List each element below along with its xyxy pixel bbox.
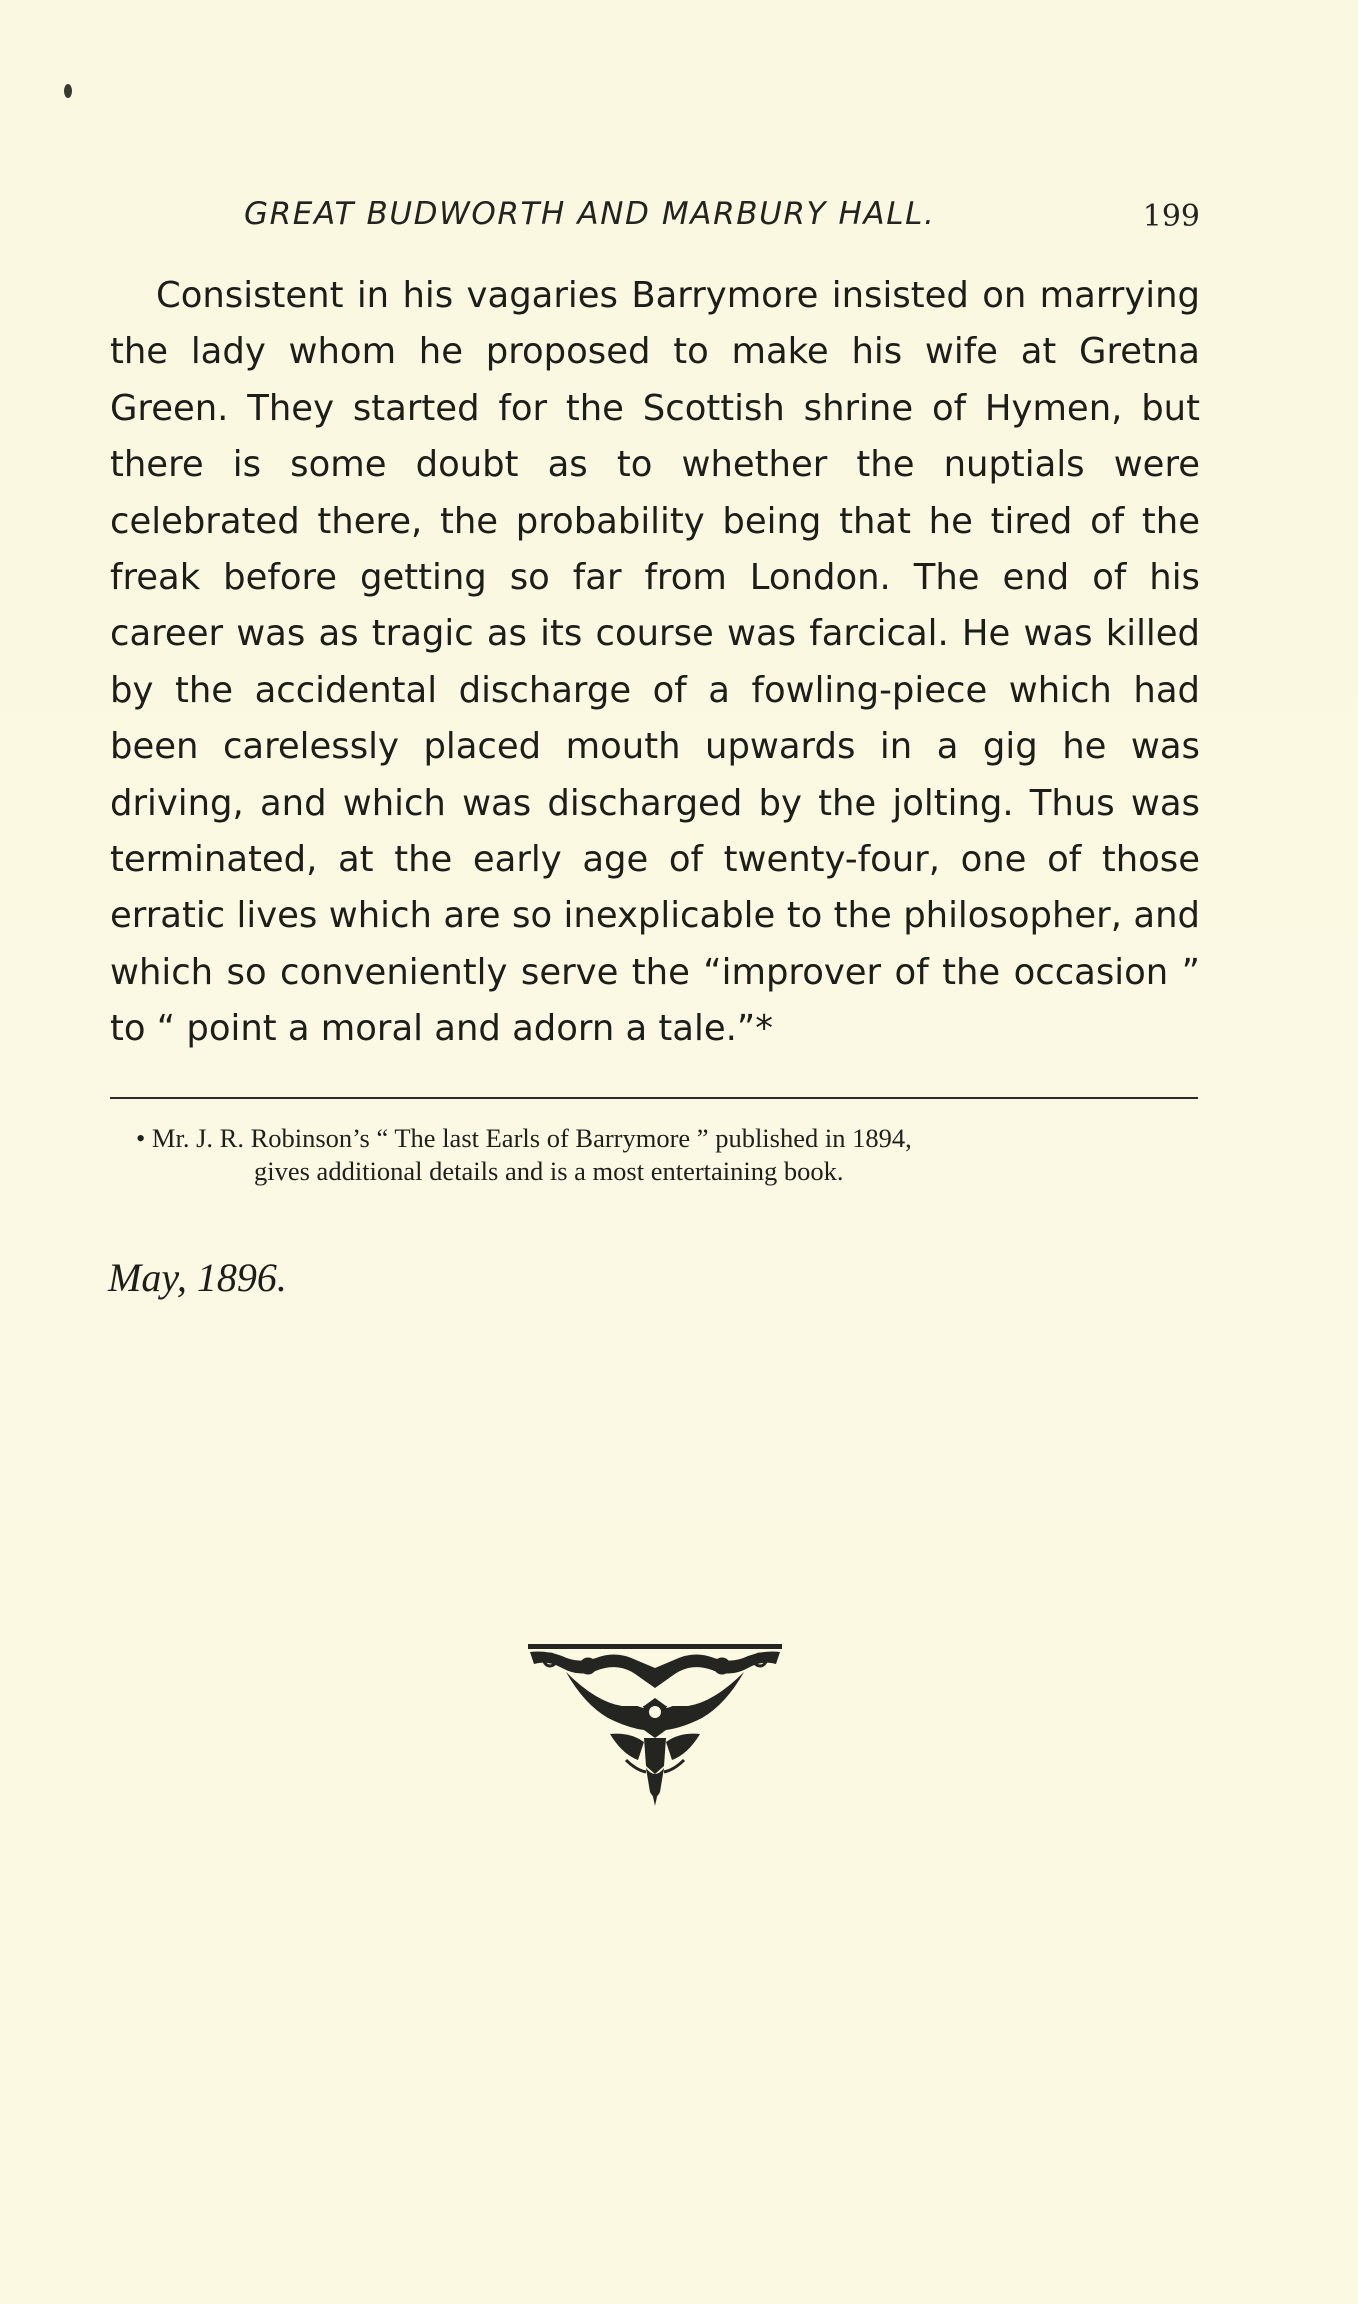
dateline: May, 1896. [108,1255,287,1300]
running-head [110,196,1200,236]
running-title: GREAT BUDWORTH AND MARBURY HALL. [244,196,936,232]
tailpiece-ornament-icon [526,1642,784,1808]
footnote-line-2: gives additional details and is a most entertaining book. [254,1156,844,1186]
footnote [136,1122,1136,1188]
footnote-line-1: • Mr. J. R. Robinson’s “ The last Earls of Barrymore ” published in 1894, [136,1123,912,1153]
ink-speck [64,84,72,98]
page-number: 199 [1142,199,1200,234]
footnote-rule [110,1097,1198,1099]
body-paragraph: Consistent in his vagaries Barrymore insisted on marrying the lady whom he proposed to make his wife at Gretna Green. They started for the Scottish shrine of Hymen, but there is some doubt as to whether the nuptials were celebrated there, the probability being that he tired of the freak before getting so far from London. The end of his career was as tragic as its course was farcical. He was killed by the accidental discharge of a fowling-piece which had been carelessly placed mouth upwards in a gig he was driving, and which was discharged by the jolting. Thus was terminated, at the early age of twenty-four, one of those erratic lives which are so inexplicable to the philosopher, and which so conveniently serve the “improver of the occasion ” to “ point a moral and adorn a tale.”* [110,275,1200,1050]
